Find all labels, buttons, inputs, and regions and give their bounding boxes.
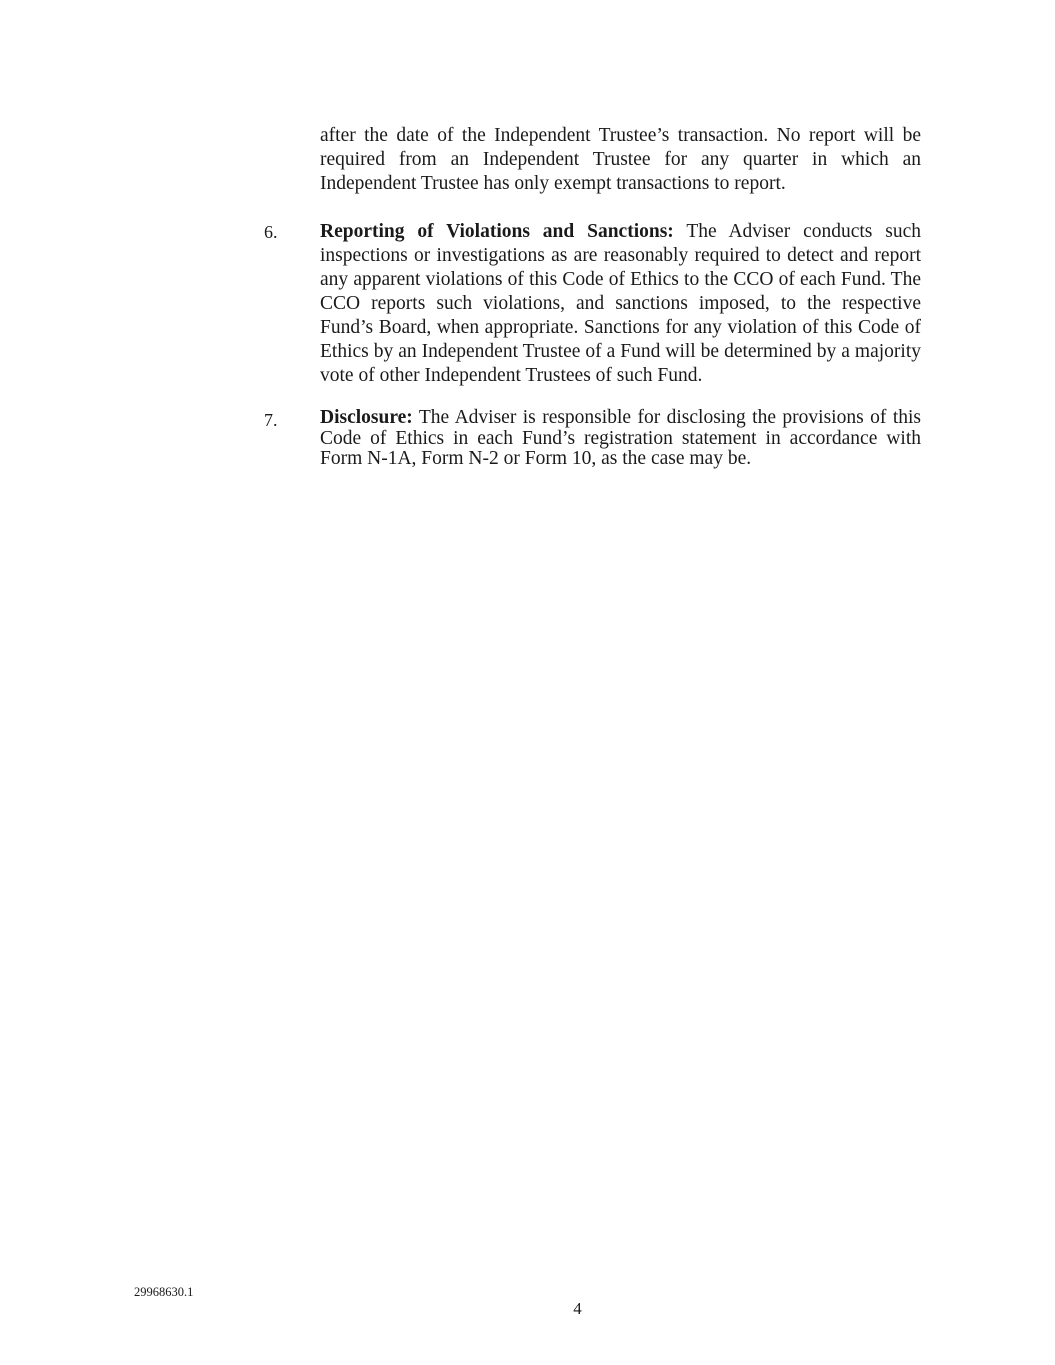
item-6-heading: Reporting of Violations and Sanctions: <box>320 221 674 242</box>
continuation-paragraph: after the date of the Independent Trustee’s transaction. No report will be required from an Independent Trustee for any quarter in which an Independent Trustee has only exempt transactions to report. <box>320 125 921 194</box>
item-number-6: 6. <box>264 222 278 242</box>
item-number-7: 7. <box>264 410 278 430</box>
item-7-body: The Adviser is responsible for disclosing the provisions of this Code of Ethics in each Fund’s registration statement in accordance with Form N-1A, Form N-2 or Form 10, as the case may be. <box>320 407 921 469</box>
item-7-heading: Disclosure: <box>320 407 413 428</box>
page-number: 4 <box>573 1299 582 1318</box>
item-6-body: The Adviser conducts such inspections or investigations as are reasonably required to detect and report any apparent violations of this Code of Ethics to the CCO of each Fund. The CCO reports such violations, and sanctions imposed, to the respective Fund’s Board, when appropriate. Sanctions for any violation of this Code of Ethics by an Independent Trustee of a Fund will be determined by a majority vote of other Independent Trustees of such Fund. <box>320 221 921 386</box>
item-6-paragraph <box>320 220 921 388</box>
document-id: 29968630.1 <box>134 1285 194 1299</box>
item-7-paragraph <box>320 408 921 470</box>
